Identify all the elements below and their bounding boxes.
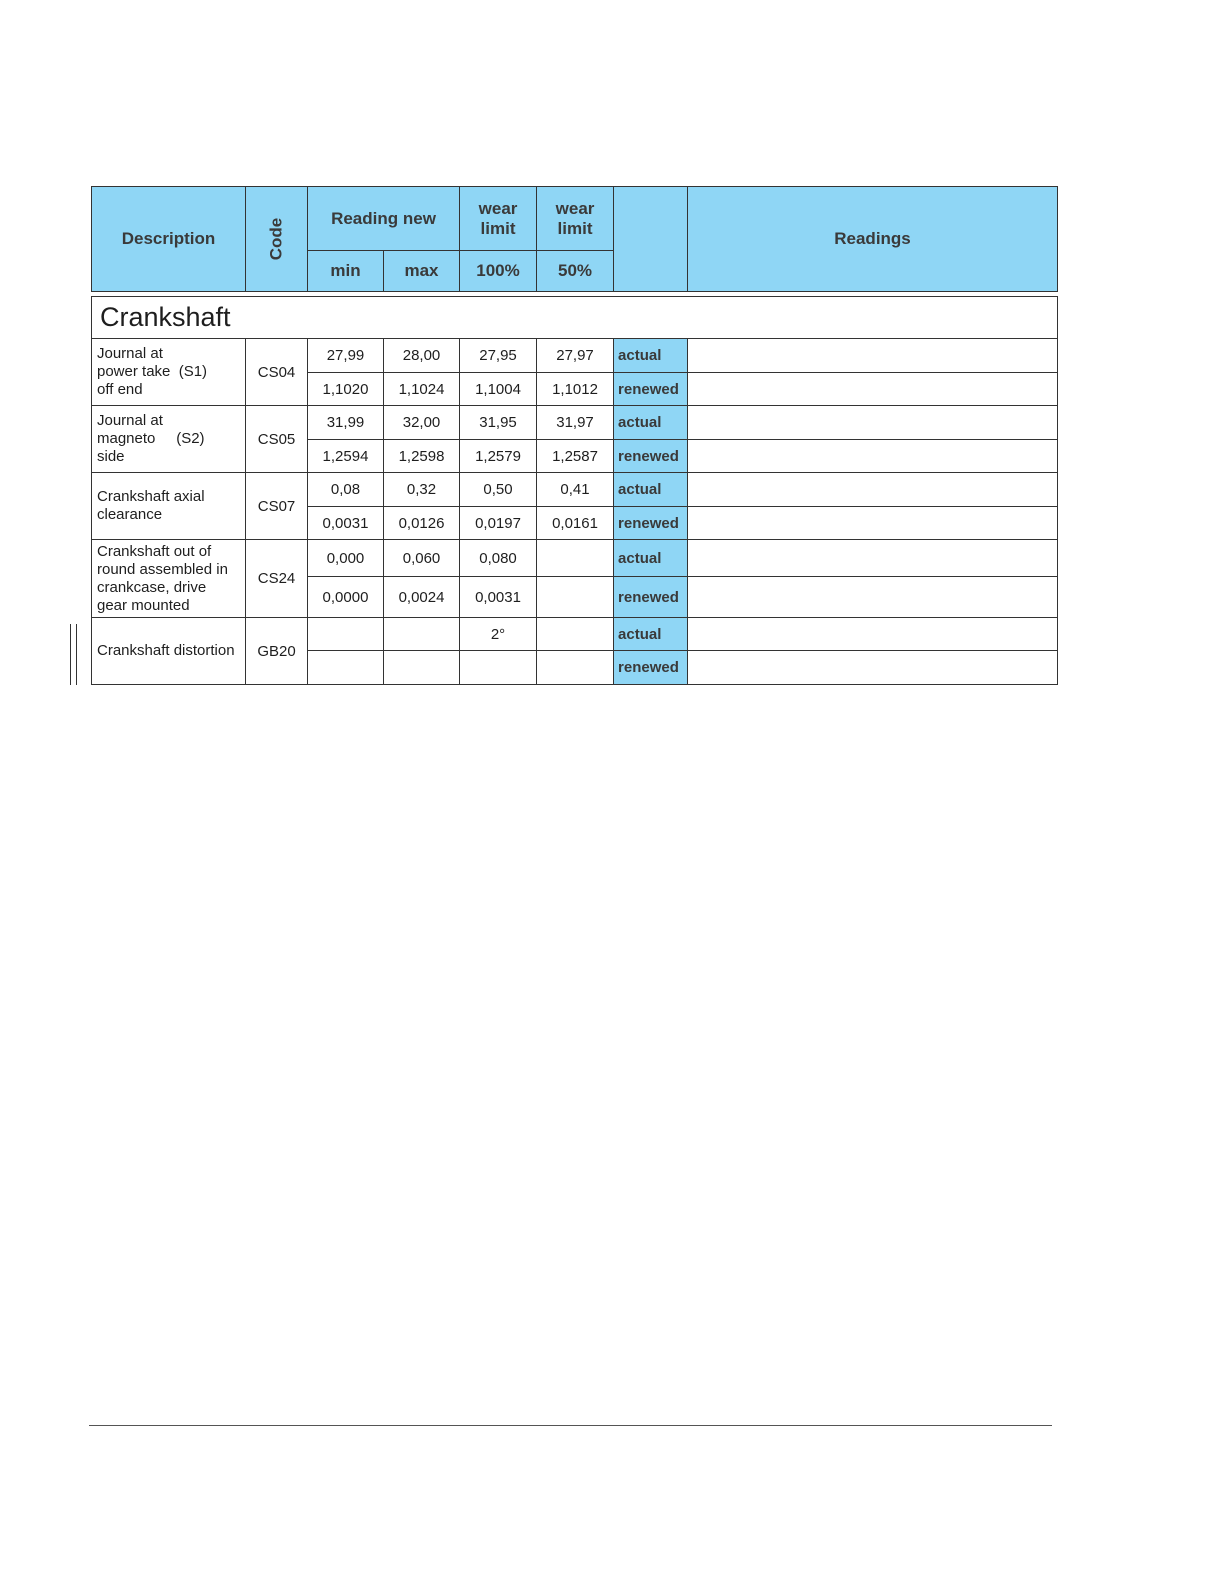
reading-entry-field[interactable] xyxy=(688,618,1058,651)
value-w50: 0,0161 xyxy=(537,507,614,540)
value-max: 28,00 xyxy=(384,339,460,373)
description-line: Journal at xyxy=(97,412,163,429)
row-description xyxy=(92,540,246,618)
header-min: min xyxy=(308,251,384,292)
header-wear-limit-100: wear limit xyxy=(460,187,537,251)
value-min: 0,0000 xyxy=(308,577,384,618)
table-body xyxy=(92,339,1058,685)
value-w100: 2° xyxy=(460,618,537,651)
footer-rule xyxy=(89,1425,1052,1426)
value-min: 1,1020 xyxy=(308,373,384,406)
description-line: crankcase, drive xyxy=(97,578,207,596)
value-w100: 1,2579 xyxy=(460,440,537,473)
value-w100: 0,50 xyxy=(460,473,537,507)
row-code: CS24 xyxy=(246,540,308,618)
value-w50: 31,97 xyxy=(537,406,614,440)
description-line: power take (S1) xyxy=(97,363,208,380)
header-100-percent: 100% xyxy=(460,251,537,292)
reading-type-label: actual xyxy=(614,540,688,577)
row-code: CS07 xyxy=(246,473,308,540)
value-w100: 0,080 xyxy=(460,540,537,577)
header-code-label: Code xyxy=(266,217,286,261)
header-label-column xyxy=(614,187,688,292)
value-max: 0,0126 xyxy=(384,507,460,540)
table-row xyxy=(92,540,1058,577)
value-w100: 0,0031 xyxy=(460,577,537,618)
value-min: 0,08 xyxy=(308,473,384,507)
header-reading-new: Reading new xyxy=(308,187,460,251)
description-line: Crankshaft axial xyxy=(97,488,205,505)
reading-entry-field[interactable] xyxy=(688,440,1058,473)
value-max: 0,060 xyxy=(384,540,460,577)
row-description xyxy=(92,473,246,540)
row-code: CS04 xyxy=(246,339,308,406)
value-min xyxy=(308,651,384,685)
reading-type-label: actual xyxy=(614,618,688,651)
description-line: Crankshaft out of xyxy=(97,542,212,560)
description-line: Journal at xyxy=(97,345,163,362)
value-min: 0,0031 xyxy=(308,507,384,540)
header-max: max xyxy=(384,251,460,292)
row-code: CS05 xyxy=(246,406,308,473)
reading-type-label: renewed xyxy=(614,440,688,473)
value-w50: 1,2587 xyxy=(537,440,614,473)
reading-entry-field[interactable] xyxy=(688,507,1058,540)
margin-change-bar xyxy=(76,624,77,685)
table-row xyxy=(92,406,1058,440)
reading-entry-field[interactable] xyxy=(688,406,1058,440)
value-w100: 1,1004 xyxy=(460,373,537,406)
row-description xyxy=(92,406,246,473)
description-line: clearance xyxy=(97,506,163,523)
reading-type-label: renewed xyxy=(614,373,688,406)
description-line: gear mounted xyxy=(97,596,190,614)
reading-type-label: renewed xyxy=(614,651,688,685)
value-max xyxy=(384,651,460,685)
value-w100 xyxy=(460,651,537,685)
description-line: magneto (S2) xyxy=(97,430,205,447)
reading-type-label: actual xyxy=(614,473,688,507)
value-w50: 0,41 xyxy=(537,473,614,507)
value-max: 0,32 xyxy=(384,473,460,507)
value-w50 xyxy=(537,651,614,685)
header-code xyxy=(246,187,308,292)
value-w50 xyxy=(537,618,614,651)
value-min: 27,99 xyxy=(308,339,384,373)
reading-type-label: renewed xyxy=(614,507,688,540)
reading-type-label: actual xyxy=(614,406,688,440)
header-readings: Readings xyxy=(688,187,1058,292)
row-description xyxy=(92,618,246,685)
header-50-percent: 50% xyxy=(537,251,614,292)
value-min: 31,99 xyxy=(308,406,384,440)
reading-entry-field[interactable] xyxy=(688,339,1058,373)
value-w100: 27,95 xyxy=(460,339,537,373)
value-max: 0,0024 xyxy=(384,577,460,618)
row-description xyxy=(92,339,246,406)
description-line: Crankshaft distortion xyxy=(97,642,235,659)
table-row xyxy=(92,618,1058,651)
section-title: Crankshaft xyxy=(92,297,1058,339)
value-min: 0,000 xyxy=(308,540,384,577)
value-max xyxy=(384,618,460,651)
reading-entry-field[interactable] xyxy=(688,577,1058,618)
value-w100: 31,95 xyxy=(460,406,537,440)
value-min xyxy=(308,618,384,651)
margin-change-bar xyxy=(70,624,71,685)
reading-type-label: actual xyxy=(614,339,688,373)
table-row xyxy=(92,339,1058,373)
header-wear-limit-50: wear limit xyxy=(537,187,614,251)
header-description: Description xyxy=(92,187,246,292)
value-max: 1,1024 xyxy=(384,373,460,406)
reading-entry-field[interactable] xyxy=(688,540,1058,577)
row-code: GB20 xyxy=(246,618,308,685)
reading-entry-field[interactable] xyxy=(688,651,1058,685)
reading-type-label: renewed xyxy=(614,577,688,618)
value-max: 1,2598 xyxy=(384,440,460,473)
reading-entry-field[interactable] xyxy=(688,373,1058,406)
value-w50 xyxy=(537,577,614,618)
value-w50: 27,97 xyxy=(537,339,614,373)
value-max: 32,00 xyxy=(384,406,460,440)
reading-entry-field[interactable] xyxy=(688,473,1058,507)
value-w50: 1,1012 xyxy=(537,373,614,406)
description-line: side xyxy=(97,448,125,465)
value-min: 1,2594 xyxy=(308,440,384,473)
table-row xyxy=(92,473,1058,507)
description-line: off end xyxy=(97,381,143,398)
description-line: round assembled in xyxy=(97,560,228,578)
crankshaft-inspection-table xyxy=(91,186,1058,685)
value-w100: 0,0197 xyxy=(460,507,537,540)
value-w50 xyxy=(537,540,614,577)
